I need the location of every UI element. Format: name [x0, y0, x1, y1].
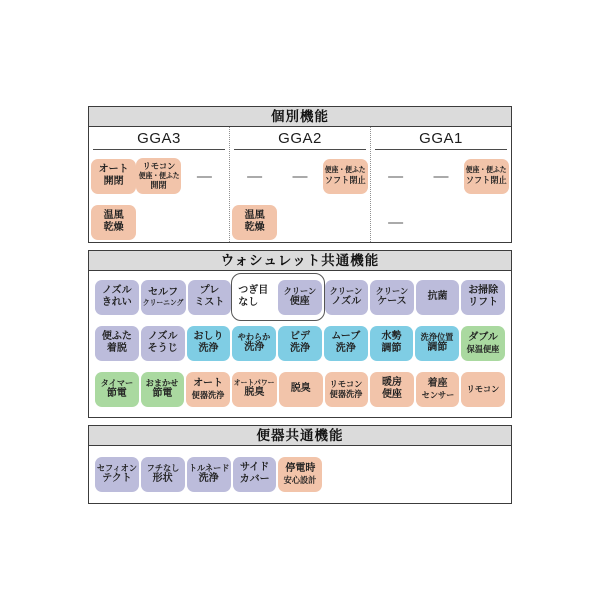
grid-slot: [141, 274, 186, 320]
badge-label-line: オートパワー: [234, 377, 275, 387]
feature-badge: [325, 372, 369, 407]
badge-label-line: テクト: [102, 473, 132, 485]
model-column-gga2: [229, 127, 370, 242]
grid-slot: [373, 202, 418, 242]
washlet-feature-row: [95, 274, 505, 320]
model-column-gga3: [89, 127, 229, 242]
section-title-individual: 個別機能: [89, 107, 511, 127]
grid-slot: [186, 366, 230, 412]
washlet-feature-row: [95, 320, 505, 366]
badge-label-line: ソフト閉止: [324, 175, 366, 186]
grid-slot: [461, 274, 505, 320]
grid-slot: [187, 320, 231, 366]
badge-label-line: オート: [193, 377, 224, 389]
badge-label-line: 開閉: [103, 176, 124, 187]
badge-label-line: そうじ: [147, 343, 178, 354]
badge-label-line: クリーン: [375, 285, 409, 296]
badge-label-line: 洗浄位置: [420, 331, 454, 342]
grid-slot: [182, 150, 227, 202]
badge-label-line: ソフト閉止: [465, 175, 507, 186]
feature-badge: [233, 457, 277, 492]
badge-label-line: 便座・便ふた: [138, 170, 180, 180]
badge-label-line: ミスト: [194, 297, 225, 308]
feature-label: [234, 280, 278, 315]
grouped-features-box: [231, 273, 324, 321]
not-available-dash: —: [247, 167, 263, 185]
model-column-header: GGA2: [278, 130, 322, 147]
feature-badge: [186, 372, 230, 407]
feature-badge: [95, 326, 139, 361]
feature-badge: [95, 280, 139, 315]
model-feature-grid: [89, 150, 229, 242]
not-available-dash: —: [433, 167, 449, 185]
badge-label-line: サイド: [239, 462, 270, 473]
badge-label-line: やわらか: [237, 331, 271, 342]
badge-label-line: お掃除: [468, 285, 499, 296]
grid-slot: [373, 150, 418, 202]
grid-slot: [232, 150, 277, 202]
feature-badge: [141, 280, 186, 315]
feature-badge: [461, 326, 505, 361]
feature-badge: [232, 372, 277, 407]
badge-label-line: タイマー: [100, 377, 134, 388]
not-available-dash: —: [388, 167, 404, 185]
feature-badge: [461, 372, 505, 407]
grid-slot: [323, 202, 368, 242]
badge-label-line: 便座・便ふた: [324, 165, 366, 175]
badge-label-line: 脱臭: [244, 387, 265, 399]
feature-badge: [141, 457, 185, 492]
grid-slot: [415, 320, 459, 366]
badge-label-line: 調節: [427, 342, 448, 354]
individual-functions-body: [89, 127, 511, 242]
feature-badge: [91, 205, 136, 240]
badge-label-line: ノズル: [102, 285, 132, 296]
section-title-toilet: 便器共通機能: [89, 426, 511, 446]
badge-label-line: リモコン: [142, 161, 176, 172]
feature-badge: [416, 280, 460, 315]
grid-slot: [279, 366, 323, 412]
feature-badge: [187, 457, 231, 492]
grid-slot: [187, 451, 231, 497]
section-title-washlet: ウォシュレット共通機能: [89, 251, 511, 271]
grid-slot: [182, 202, 227, 242]
grid-slot: [232, 202, 277, 242]
model-column-header: GGA1: [419, 130, 463, 147]
grid-slot: [95, 274, 139, 320]
grid-slot: [232, 366, 277, 412]
feature-badge: [325, 280, 369, 315]
grid-slot: [325, 366, 369, 412]
toilet-feature-row: [95, 451, 505, 497]
grid-slot: [325, 274, 369, 320]
grid-slot: [464, 202, 509, 242]
feature-badge: [95, 372, 139, 407]
grid-slot: [232, 320, 276, 366]
not-available-dash: —: [292, 167, 308, 185]
badge-label-line: 温風: [244, 210, 265, 221]
grid-slot: [416, 366, 460, 412]
grid-slot: [277, 202, 322, 242]
badge-label-line: 洗浄: [198, 473, 219, 485]
washlet-functions-body: [89, 271, 511, 417]
grid-slot: [95, 366, 139, 412]
badge-label-line: つぎ目: [238, 285, 269, 296]
feature-badge: [278, 280, 322, 315]
grid-slot: [91, 202, 136, 242]
badge-label-line: 抗菌: [427, 291, 448, 302]
grid-slot: [141, 451, 185, 497]
grid-slot: [188, 274, 232, 320]
badge-label-line: 着座: [427, 377, 448, 389]
grid-slot: [234, 275, 278, 319]
grid-slot: [277, 150, 322, 202]
model-feature-grid: [230, 150, 370, 242]
grid-slot: [233, 451, 277, 497]
badge-label-line: プレ: [199, 285, 220, 296]
badge-label-line: 便座: [289, 296, 310, 308]
washlet-feature-row: [95, 366, 505, 412]
badge-label-line: おまかせ: [146, 377, 179, 388]
badge-label-line: オート: [98, 164, 129, 175]
badge-label-line: 便ふた: [101, 331, 132, 342]
feature-badge: [416, 372, 460, 407]
grid-slot: [370, 274, 414, 320]
not-available-dash: —: [388, 213, 404, 231]
badge-label-line: きれい: [101, 297, 132, 308]
feature-badge: [279, 372, 323, 407]
section-toilet-common-functions: [88, 425, 512, 504]
badge-label-line: 洗浄: [289, 343, 310, 354]
badge-label-line: 洗浄: [244, 342, 265, 354]
feature-badge: [141, 372, 185, 407]
badge-label-line: 暖房: [381, 377, 402, 388]
badge-label-line: 洗浄: [335, 343, 356, 354]
grid-slot: [278, 275, 322, 319]
feature-badge: [461, 280, 505, 315]
grid-slot: [95, 451, 139, 497]
feature-badge: [415, 326, 459, 361]
grid-slot: [136, 202, 181, 242]
badge-label-line: 乾燥: [103, 222, 124, 233]
feature-badge: [232, 205, 277, 240]
section-individual-functions: [88, 106, 512, 243]
grid-slot: [278, 451, 322, 497]
grid-slot: [370, 320, 414, 366]
grid-slot: [136, 150, 181, 202]
feature-badge: [278, 326, 322, 361]
badge-label-line: クリーン: [330, 285, 363, 296]
model-column-header: GGA3: [137, 130, 181, 147]
badge-label-line: 節電: [106, 388, 127, 400]
not-available-dash: —: [196, 167, 212, 185]
badge-label-line: 温風: [103, 210, 124, 221]
grid-slot: [141, 320, 185, 366]
feature-badge: [188, 280, 232, 315]
feature-badge: [91, 159, 136, 194]
feature-comparison-chart: [88, 106, 512, 504]
badge-label-line: カバー: [239, 474, 270, 485]
grid-slot: [91, 150, 136, 202]
feature-badge: [464, 159, 509, 194]
badge-label-line: クリーニング: [142, 297, 184, 307]
badge-label-line: センサー: [421, 389, 454, 400]
feature-badge: [136, 158, 181, 193]
model-column-gga1: [370, 127, 511, 242]
grid-slot: [461, 320, 505, 366]
grid-slot: [461, 366, 505, 412]
feature-badge: [141, 326, 185, 361]
grid-slot: [323, 150, 368, 202]
grid-slot: [141, 366, 185, 412]
grid-slot: [95, 320, 139, 366]
feature-badge: [323, 159, 368, 194]
feature-badge: [370, 372, 414, 407]
feature-badge: [95, 457, 139, 492]
badge-label-line: フチなし: [146, 462, 180, 473]
grid-slot: [418, 150, 463, 202]
feature-badge: [370, 280, 414, 315]
feature-badge: [278, 457, 322, 492]
section-washlet-common-functions: [88, 250, 512, 418]
badge-label-line: 便器洗浄: [191, 389, 225, 400]
badge-label-line: ムーブ: [331, 331, 361, 342]
badge-label-line: ノズル: [147, 331, 178, 342]
grid-slot: [464, 150, 509, 202]
model-feature-grid: [371, 150, 511, 242]
feature-badge: [187, 326, 231, 361]
grid-slot: [418, 202, 463, 242]
badge-label-line: 開閉: [150, 180, 168, 191]
badge-label-line: リモコン: [466, 383, 500, 394]
toilet-functions-body: [89, 446, 511, 503]
badge-label-line: 洗浄: [198, 343, 219, 354]
badge-label-line: おしり: [193, 331, 224, 342]
badge-label-line: 便座: [381, 389, 402, 400]
badge-label-line: クリーン: [283, 285, 316, 296]
badge-label-line: ダブル: [468, 331, 498, 343]
badge-label-line: 便座・便ふた: [465, 165, 507, 175]
badge-label-line: 保温便座: [466, 343, 500, 354]
badge-label-line: 調節: [381, 343, 402, 354]
badge-label-line: 水勢: [381, 331, 402, 342]
badge-label-line: 節電: [152, 388, 173, 400]
badge-label-line: 形状: [152, 473, 173, 485]
grid-slot: [324, 320, 368, 366]
badge-label-line: 着脱: [106, 343, 127, 354]
feature-badge: [324, 326, 368, 361]
grid-slot: [370, 366, 414, 412]
badge-label-line: セフィオン: [96, 462, 137, 473]
grid-slot: [416, 274, 460, 320]
badge-label-line: 便器洗浄: [329, 389, 363, 399]
feature-badge: [232, 326, 276, 361]
badge-label-line: なし: [238, 297, 259, 308]
badge-label-line: ケース: [377, 296, 407, 308]
badge-label-line: トルネード: [188, 462, 229, 473]
badge-label-line: 脱臭: [290, 383, 311, 394]
badge-label-line: リモコン: [329, 378, 363, 389]
badge-label-line: ビデ: [289, 331, 310, 342]
feature-badge: [370, 326, 414, 361]
grid-slot: [278, 320, 322, 366]
badge-label-line: 乾燥: [244, 222, 265, 233]
badge-label-line: ノズル: [331, 296, 362, 308]
badge-label-line: 停電時: [285, 462, 316, 474]
badge-label-line: リフト: [468, 297, 499, 308]
badge-label-line: 安心設計: [284, 474, 317, 485]
badge-label-line: セルフ: [148, 286, 179, 298]
